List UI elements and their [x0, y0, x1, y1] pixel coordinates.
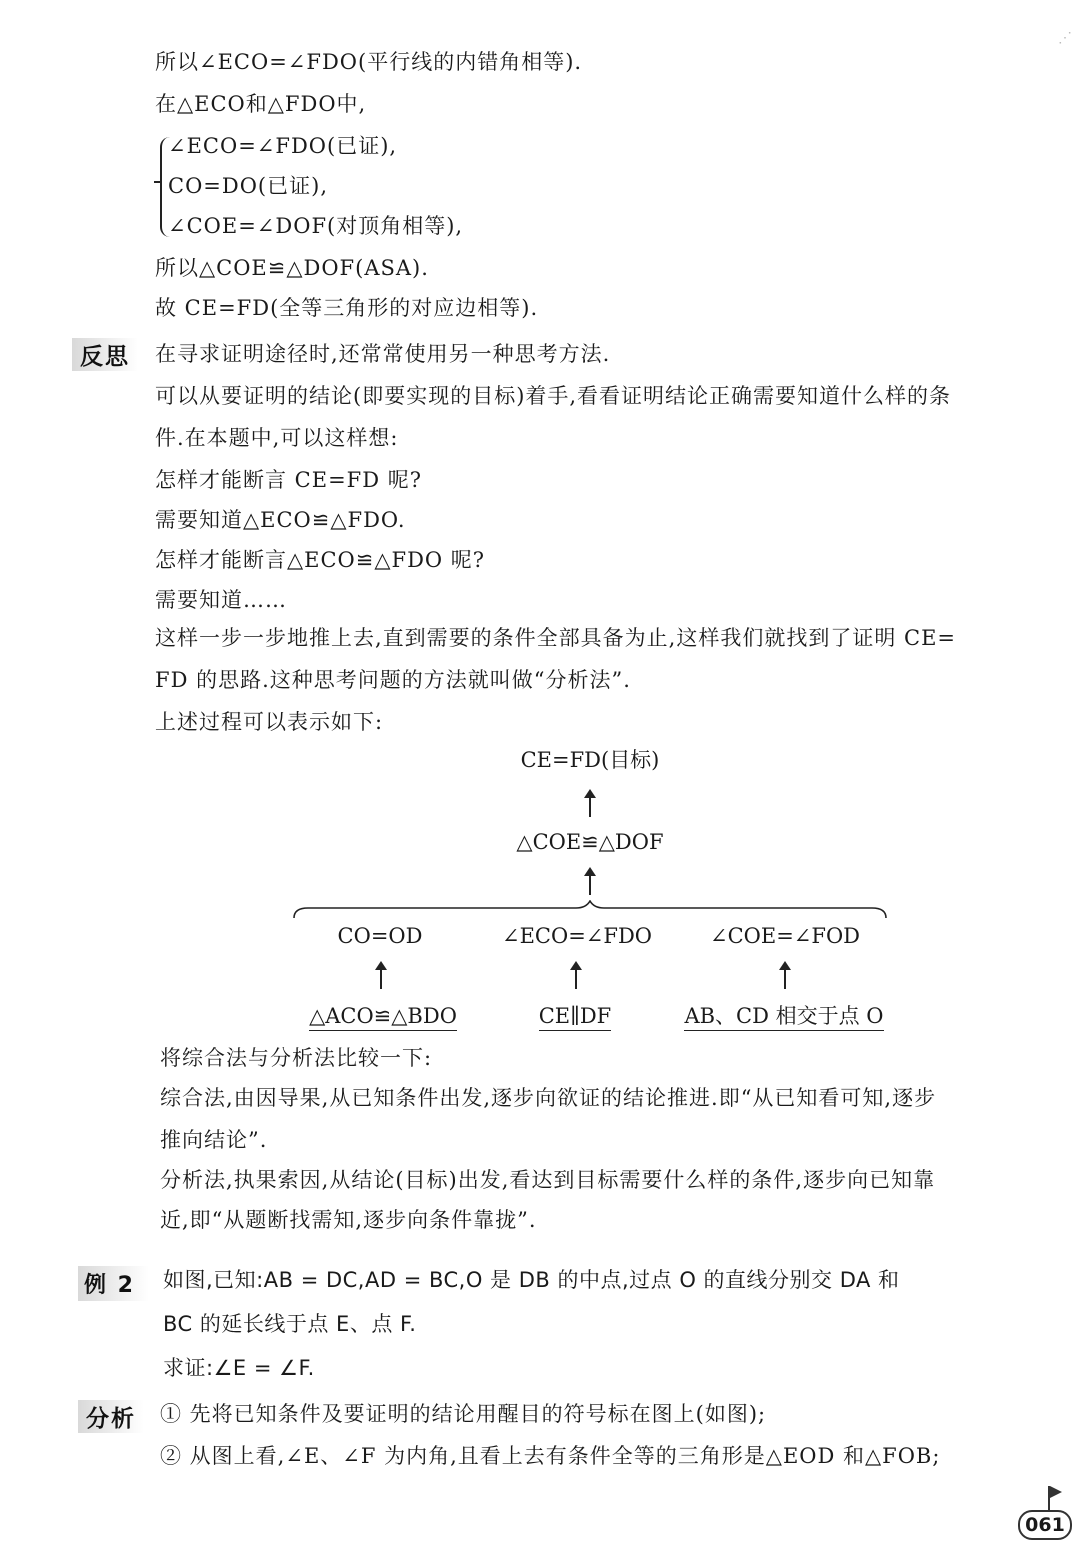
brace-line-2: CO=DO(已证),	[168, 174, 328, 198]
proof-line-3: 所以△COE≌△DOF(ASA).	[155, 256, 429, 280]
compare-p3a: 分析法,执果索因,从结论(目标)出发,看达到目标需要什么样的条件,逐步向已知靠	[160, 1168, 936, 1192]
arrow-up-icon	[784, 967, 786, 989]
brace-line-3: ∠COE=∠DOF(对顶角相等),	[168, 214, 464, 238]
proof-line-1: 所以∠ECO=∠FDO(平行线的内错角相等).	[155, 50, 583, 74]
analysis-label: 分析	[78, 1400, 144, 1433]
diagram-cond-3: ∠COE=∠FOD	[709, 924, 861, 948]
analysis-line-1: ① 先将已知条件及要证明的结论用醒目的符号标在图上(如图);	[160, 1402, 767, 1426]
diagram-base-1-text: △ACO≌△BDO	[309, 1004, 457, 1031]
example-line-2: BC 的延长线于点 E、点 F.	[163, 1312, 417, 1336]
diagram-base-3	[676, 1002, 892, 1030]
proof-line-4: 故 CE=FD(全等三角形的对应边相等).	[155, 296, 539, 320]
corner-mark: ⋰	[1058, 30, 1072, 46]
arrow-up-icon	[380, 967, 382, 989]
reflection-a1: 需要知道△ECO≌△FDO.	[155, 508, 406, 532]
example-line-3: 求证:∠E = ∠F.	[163, 1356, 315, 1380]
proof-line-2: 在△ECO和△FDO中,	[155, 92, 367, 116]
reflection-p2b: 件.在本题中,可以这样想:	[155, 426, 399, 450]
arrow-up-icon	[589, 873, 591, 895]
flag-icon	[1048, 1486, 1050, 1512]
analysis-line-2: ② 从图上看,∠E、∠F 为内角,且看上去有条件全等的三角形是△EOD 和△FOB;	[160, 1444, 941, 1468]
reflection-a2: 需要知道……	[155, 588, 287, 612]
brace-line-1: ∠ECO=∠FDO(已证),	[168, 134, 398, 158]
reflection-q1: 怎样才能断言 CE=FD 呢?	[155, 468, 423, 492]
reflection-p4: 上述过程可以表示如下:	[155, 710, 384, 734]
reflection-p1: 在寻求证明途径时,还常常使用另一种思考方法.	[155, 342, 611, 366]
reflection-p2a: 可以从要证明的结论(即要实现的目标)着手,看看证明结论正确需要知道什么样的条	[155, 384, 952, 408]
arrow-up-icon	[589, 795, 591, 817]
page-number: 061	[1018, 1510, 1072, 1540]
reflection-p3a: 这样一步一步地推上去,直到需要的条件全部具备为止,这样我们就找到了证明 CE=	[155, 626, 957, 650]
diagram-middle: △COE≌△DOF	[516, 830, 664, 854]
diagram-cond-2: ∠ECO=∠FDO	[501, 924, 653, 948]
diagram-base-3-text: AB、CD 相交于点 O	[684, 1004, 883, 1031]
diagram-base-1	[290, 1002, 476, 1030]
reflection-p3b: FD 的思路.这种思考问题的方法就叫做“分析法”.	[155, 668, 631, 692]
reflection-label: 反思	[72, 338, 138, 371]
arrow-up-icon	[575, 967, 577, 989]
compare-p2b: 推向结论”.	[160, 1128, 268, 1152]
compare-p2a: 综合法,由因导果,从已知条件出发,逐步向欲证的结论推进.即“从已知看可知,逐步	[160, 1086, 937, 1110]
diagram-base-2	[510, 1002, 640, 1030]
reflection-q2: 怎样才能断言△ECO≌△FDO 呢?	[155, 548, 486, 572]
overbrace	[292, 900, 888, 920]
diagram-cond-1: CO=OD	[337, 924, 423, 948]
diagram-goal: CE=FD(目标)	[520, 748, 660, 772]
compare-p3b: 近,即“从题断找需知,逐步向条件靠拢”.	[160, 1208, 537, 1232]
diagram-base-2-text: CE∥DF	[539, 1004, 612, 1031]
example-label: 例 2	[78, 1266, 149, 1301]
example-line-1: 如图,已知:AB = DC,AD = BC,O 是 DB 的中点,过点 O 的直线分别交 DA 和	[163, 1268, 900, 1292]
compare-p1: 将综合法与分析法比较一下:	[160, 1046, 433, 1070]
